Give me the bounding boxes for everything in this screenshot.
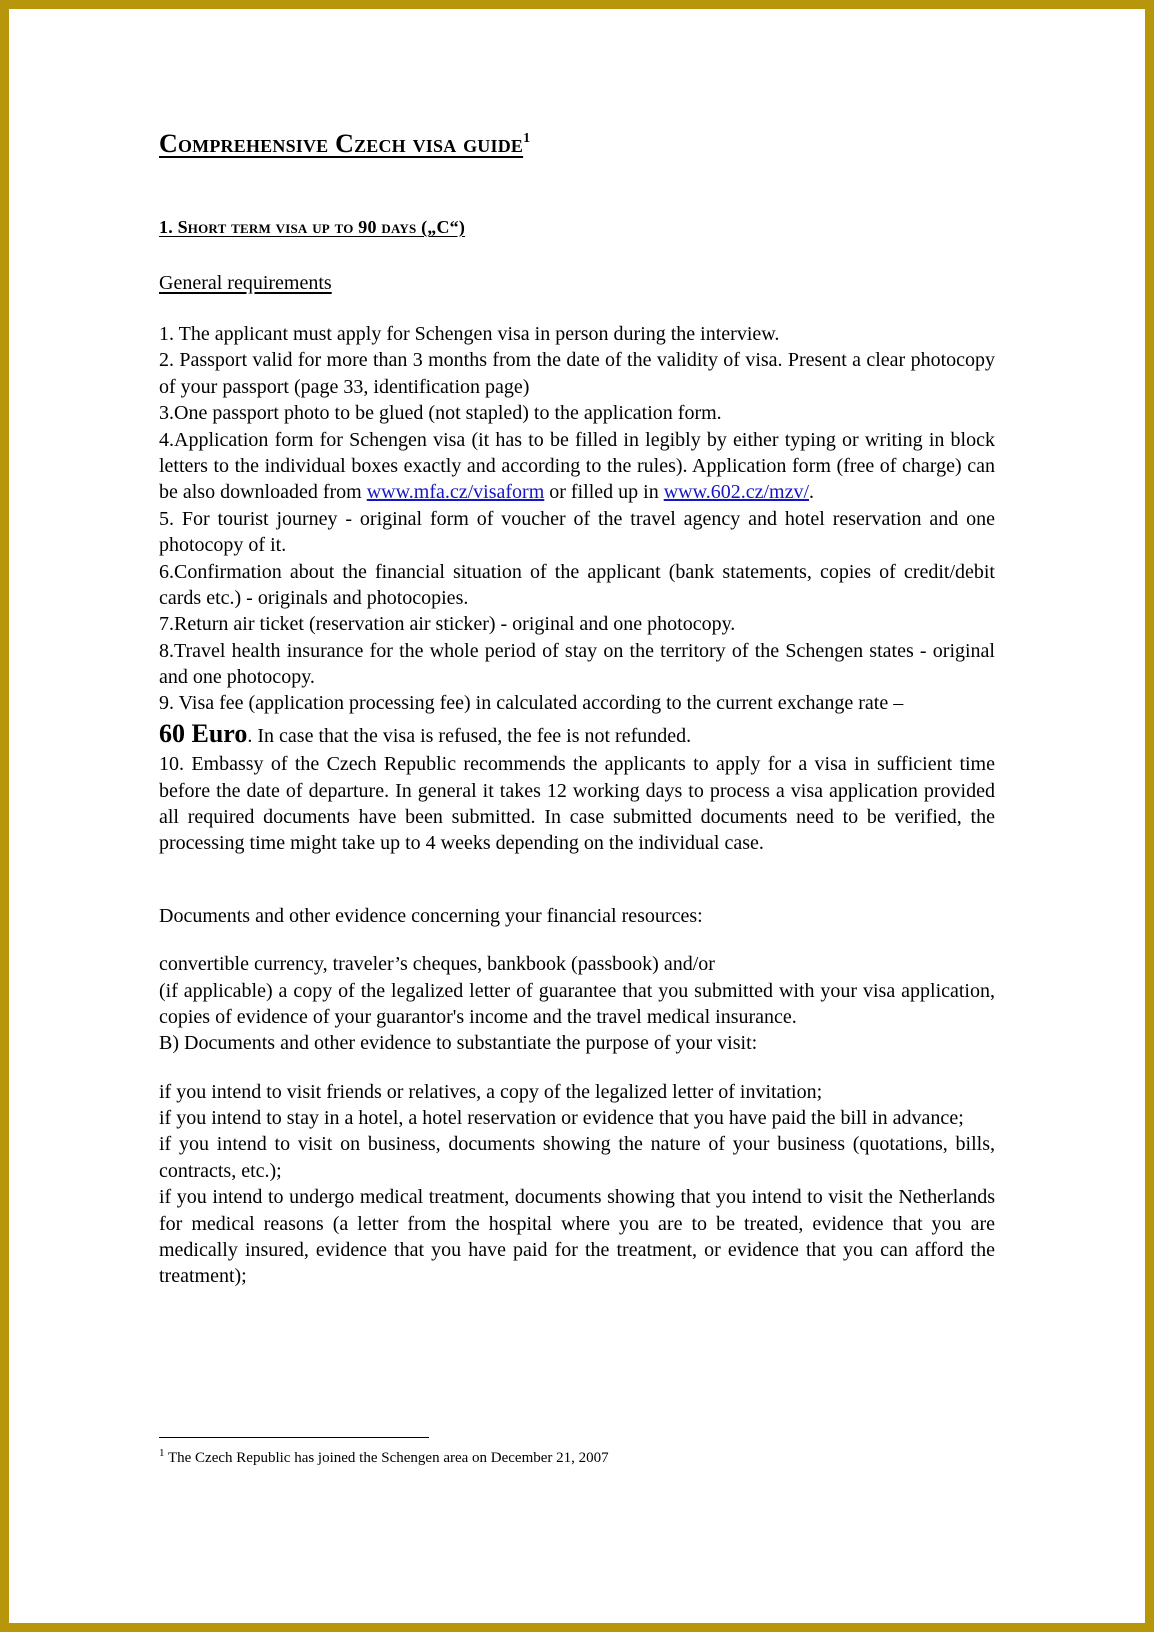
financial-intro: Documents and other evidence concerning your financial resources: <box>159 904 703 927</box>
requirement-item-6: 6.Confirmation about the financial situation of the applicant (bank statements, copies of credit/debit cards etc.) - originals and photocopies. <box>159 560 995 609</box>
spacer <box>159 1057 995 1079</box>
spacer <box>159 857 995 903</box>
requirements-list <box>159 321 995 857</box>
page-title-text: Comprehensive Czech visa guide <box>159 129 524 158</box>
requirement-item-4 <box>159 427 995 506</box>
page-title-wrap <box>159 129 995 159</box>
requirement-item-4-end: . <box>809 481 815 504</box>
visaform-link[interactable]: www.mfa.cz/visaform <box>366 481 545 504</box>
requirement-item-4-text: 4.Application form for Schengen visa (it has to be filled in legibly by either typing or writing in block letters to the individual boxes exactly and according to the rules). Application form (free of charge) can be also downloaded from <box>159 428 995 504</box>
purpose-line-1: if you intend to visit friends or relatives, a copy of the legalized letter of invitation; <box>159 1080 823 1103</box>
visa-fee-amount: 60 Euro <box>159 718 248 748</box>
sub-heading-wrap <box>159 238 995 295</box>
requirement-item-9-fee-line <box>159 717 995 751</box>
footnote-text: The Czech Republic has joined the Schengen area on December 21, 2007 <box>167 1449 609 1466</box>
sub-heading: General requirements <box>159 272 332 294</box>
requirement-item-2: 2. Passport valid for more than 3 months from the date of the validity of visa. Present a clear photocopy of your passport (page 33, identification page) <box>159 349 995 398</box>
requirement-item-1: 1. The applicant must apply for Schengen visa in person during the interview. <box>159 323 780 345</box>
section-heading-wrap <box>159 159 995 238</box>
financial-line-1: convertible currency, traveler’s cheques, bankbook (passbook) and/or <box>159 953 715 976</box>
requirement-item-10: 10. Embassy of the Czech Republic recommends the applicants to apply for a visa in sufficient time before the date of departure. In general it takes 12 working days to process a visa application provided all required documents have been submitted. In case submitted documents need to be verified, the processing time might take up to 4 weeks depending on the individual case. <box>159 753 995 855</box>
page-title <box>159 129 530 159</box>
requirement-item-3: 3.One passport photo to be glued (not stapled) to the application form. <box>159 402 722 425</box>
requirement-item-9 <box>159 690 995 716</box>
footnote-marker: 1 <box>159 1446 165 1459</box>
document-sheet <box>9 9 1145 1623</box>
purpose-line-2: if you intend to stay in a hotel, a hotel reservation or evidence that you have paid the bill in advance; <box>159 1107 964 1130</box>
purpose-section <box>159 1079 995 1290</box>
requirement-item-4-mid: or filled up in <box>544 481 664 504</box>
purpose-line-3: if you intend to visit on business, documents showing the nature of your business (quotations, bills, contracts, etc.); <box>159 1133 995 1182</box>
footnote-area <box>159 1437 995 1469</box>
purpose-line-4: if you intend to undergo medical treatment, documents showing that you intend to visit the Netherlands for medical reasons (a letter from the hospital where you are to be treated, evidence that you are medically insured, evidence that you have paid for the treatment, or evidence that you can afford the treatment); <box>159 1186 995 1288</box>
requirement-item-7: 7.Return air ticket (reservation air sticker) - original and one photocopy. <box>159 613 736 636</box>
title-footnote-marker: 1 <box>523 131 531 147</box>
financial-section <box>159 903 995 1057</box>
financial-line-3: B) Documents and other evidence to substantiate the purpose of your visit: <box>159 1032 758 1055</box>
spacer <box>159 929 995 951</box>
requirement-item-5: 5. For tourist journey - original form of voucher of the travel agency and hotel reservation and one photocopy of it. <box>159 507 995 557</box>
requirement-item-8: 8.Travel health insurance for the whole period of stay on the territory of the Schengen states - original and one photocopy. <box>159 639 995 689</box>
visa-fee-note: . In case that the visa is refused, the fee is not refunded. <box>247 724 692 747</box>
footnote <box>159 1446 995 1469</box>
financial-line-2: (if applicable) a copy of the legalized letter of guarantee that you submitted with your visa application, copies of evidence of your guarantor's income and the travel medical insurance. <box>159 979 995 1028</box>
section-heading: 1. Short term visa up to 90 days („C“) <box>159 217 466 237</box>
mzv-link[interactable]: www.602.cz/mzv/ <box>663 481 810 504</box>
requirement-item-9-text: 9. Visa fee (application processing fee) in calculated according to the current exchange rate – <box>159 692 904 715</box>
footnote-divider <box>159 1437 429 1438</box>
